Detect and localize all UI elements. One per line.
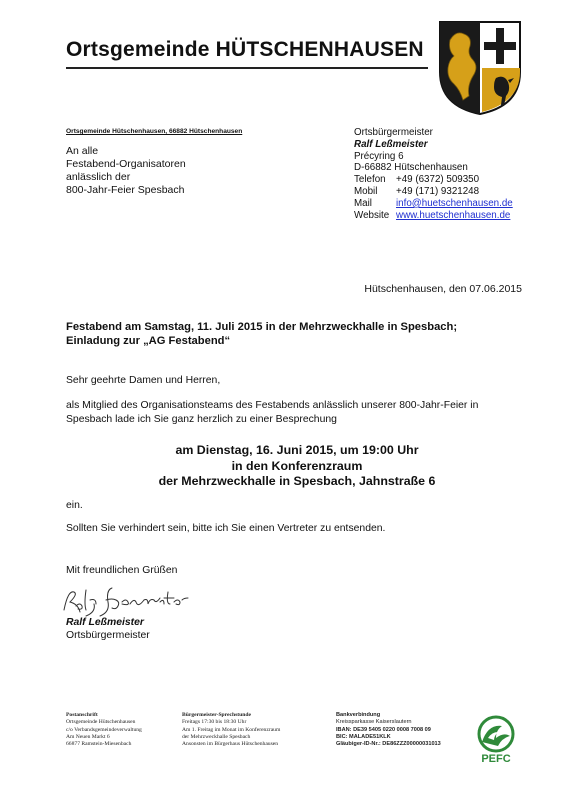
contact-label: Website: [354, 209, 390, 221]
recipient-address: [66, 145, 186, 197]
salutation: Sehr geehrte Damen und Herren,: [66, 375, 221, 386]
contact-label: Mail: [354, 197, 372, 209]
footer-line: Am Neuen Markt 6: [66, 733, 110, 740]
page-title: Ortsgemeinde HÜTSCHENHAUSEN: [66, 38, 424, 61]
pefc-label: PEFC: [481, 753, 511, 765]
footer-heading: Postanschrift: [66, 712, 98, 718]
pefc-logo-icon: [468, 712, 524, 768]
letter-subject: [66, 320, 457, 348]
footer-heading: Bankverbindung: [336, 712, 381, 718]
footer-line: BIC: MALADE51KLK: [336, 733, 391, 740]
mobile-number: +49 (171) 9321248: [396, 185, 480, 197]
body-line: Spesbach lade ich Sie ganz herzlich zu einer Besprechung: [66, 413, 337, 425]
footer-line: c/o Verbandsgemeindeverwaltung: [66, 726, 142, 733]
footer-line: IBAN: DE39 5405 0220 0008 7008 09: [336, 726, 431, 733]
website-link[interactable]: www.huetschenhausen.de: [396, 209, 511, 221]
contact-row-mail: [354, 198, 513, 210]
handwritten-signature: [60, 580, 190, 620]
mayor-name: Ralf Leßmeister: [354, 138, 428, 150]
date-line: Hütschenhausen, den 07.06.2015: [364, 283, 522, 295]
contact-row-website: [354, 210, 513, 222]
phone-number: +49 (6372) 509350: [396, 174, 480, 186]
body-paragraph: Sollten Sie verhindert sein, bitte ich Sie einen Vertreter zu entsenden.: [66, 523, 386, 534]
meeting-room: in den Konferenzraum: [231, 458, 363, 473]
footer-line: Am 1. Freitag im Monat im Konferenzraum: [182, 726, 281, 733]
email-link[interactable]: info@huetschenhausen.de: [396, 197, 513, 209]
footer-heading: Bürgermeister-Sprechstunde: [182, 712, 251, 718]
meeting-location: der Mehrzweckhalle in Spesbach, Jahnstraße 6: [158, 474, 436, 488]
signatory-title: Ortsbürgermeister: [66, 630, 150, 641]
mayor-contact-block: [354, 127, 513, 221]
recipient-line: An alle: [66, 145, 99, 157]
footer-line: der Mehrzweckhalle Spesbach: [182, 733, 251, 740]
footer-line: Ortsgemeinde Hütschenhausen: [66, 719, 136, 726]
meeting-details: [66, 443, 528, 490]
recipient-line: anlässlich der: [66, 171, 131, 183]
footer-postal-address: [66, 712, 142, 748]
subject-line: Einladung zur „AG Festabend“: [66, 335, 231, 347]
mayor-role: Ortsbürgermeister: [354, 127, 433, 138]
footer-line: Kreissparkasse Kaiserslautern: [336, 719, 412, 726]
closing-greeting: Mit freundlichen Grüßen: [66, 565, 178, 576]
meeting-date-time: am Dienstag, 16. Juni 2015, um 19:00 Uhr: [175, 443, 419, 457]
signatory-name: Ralf Leßmeister: [66, 617, 144, 628]
contact-label: Mobil: [354, 185, 378, 197]
contact-row-phone: [354, 174, 513, 186]
header-divider: [66, 67, 428, 69]
subject-line: Festabend am Samstag, 11. Juli 2015 in der Mehrzweckhalle in Spesbach;: [66, 321, 458, 333]
body-text: ein.: [66, 500, 83, 511]
recipient-line: Festabend-Organisatoren: [66, 158, 186, 170]
mayor-city: D-66882 Hütschenhausen: [354, 162, 468, 174]
footer-office-hours: [182, 712, 280, 748]
body-line: als Mitglied des Organisationsteams des Festabends anlässlich unserer 800-Jahr-Feier in: [66, 400, 479, 411]
footer-line: Gläubiger-ID-Nr.: DE86ZZZ00000031013: [336, 741, 441, 748]
contact-label: Telefon: [354, 174, 386, 186]
footer-bank-details: [336, 712, 441, 748]
contact-row-mobile: [354, 186, 513, 198]
coat-of-arms-icon: [438, 20, 522, 116]
mayor-street: Précyring 6: [354, 150, 404, 162]
footer-line: Freitags 17:30 bis 18:30 Uhr: [182, 719, 247, 726]
recipient-line: 800-Jahr-Feier Spesbach: [66, 184, 185, 196]
footer-line: 66877 Ramstein-Miesenbach: [66, 741, 132, 748]
sender-address-line: Ortsgemeinde Hütschenhausen, 66882 Hütschenhausen: [66, 128, 243, 135]
footer-line: Ansonsten im Bürgerhaus Hütschenhausen: [182, 741, 279, 748]
body-paragraph: [66, 399, 528, 426]
